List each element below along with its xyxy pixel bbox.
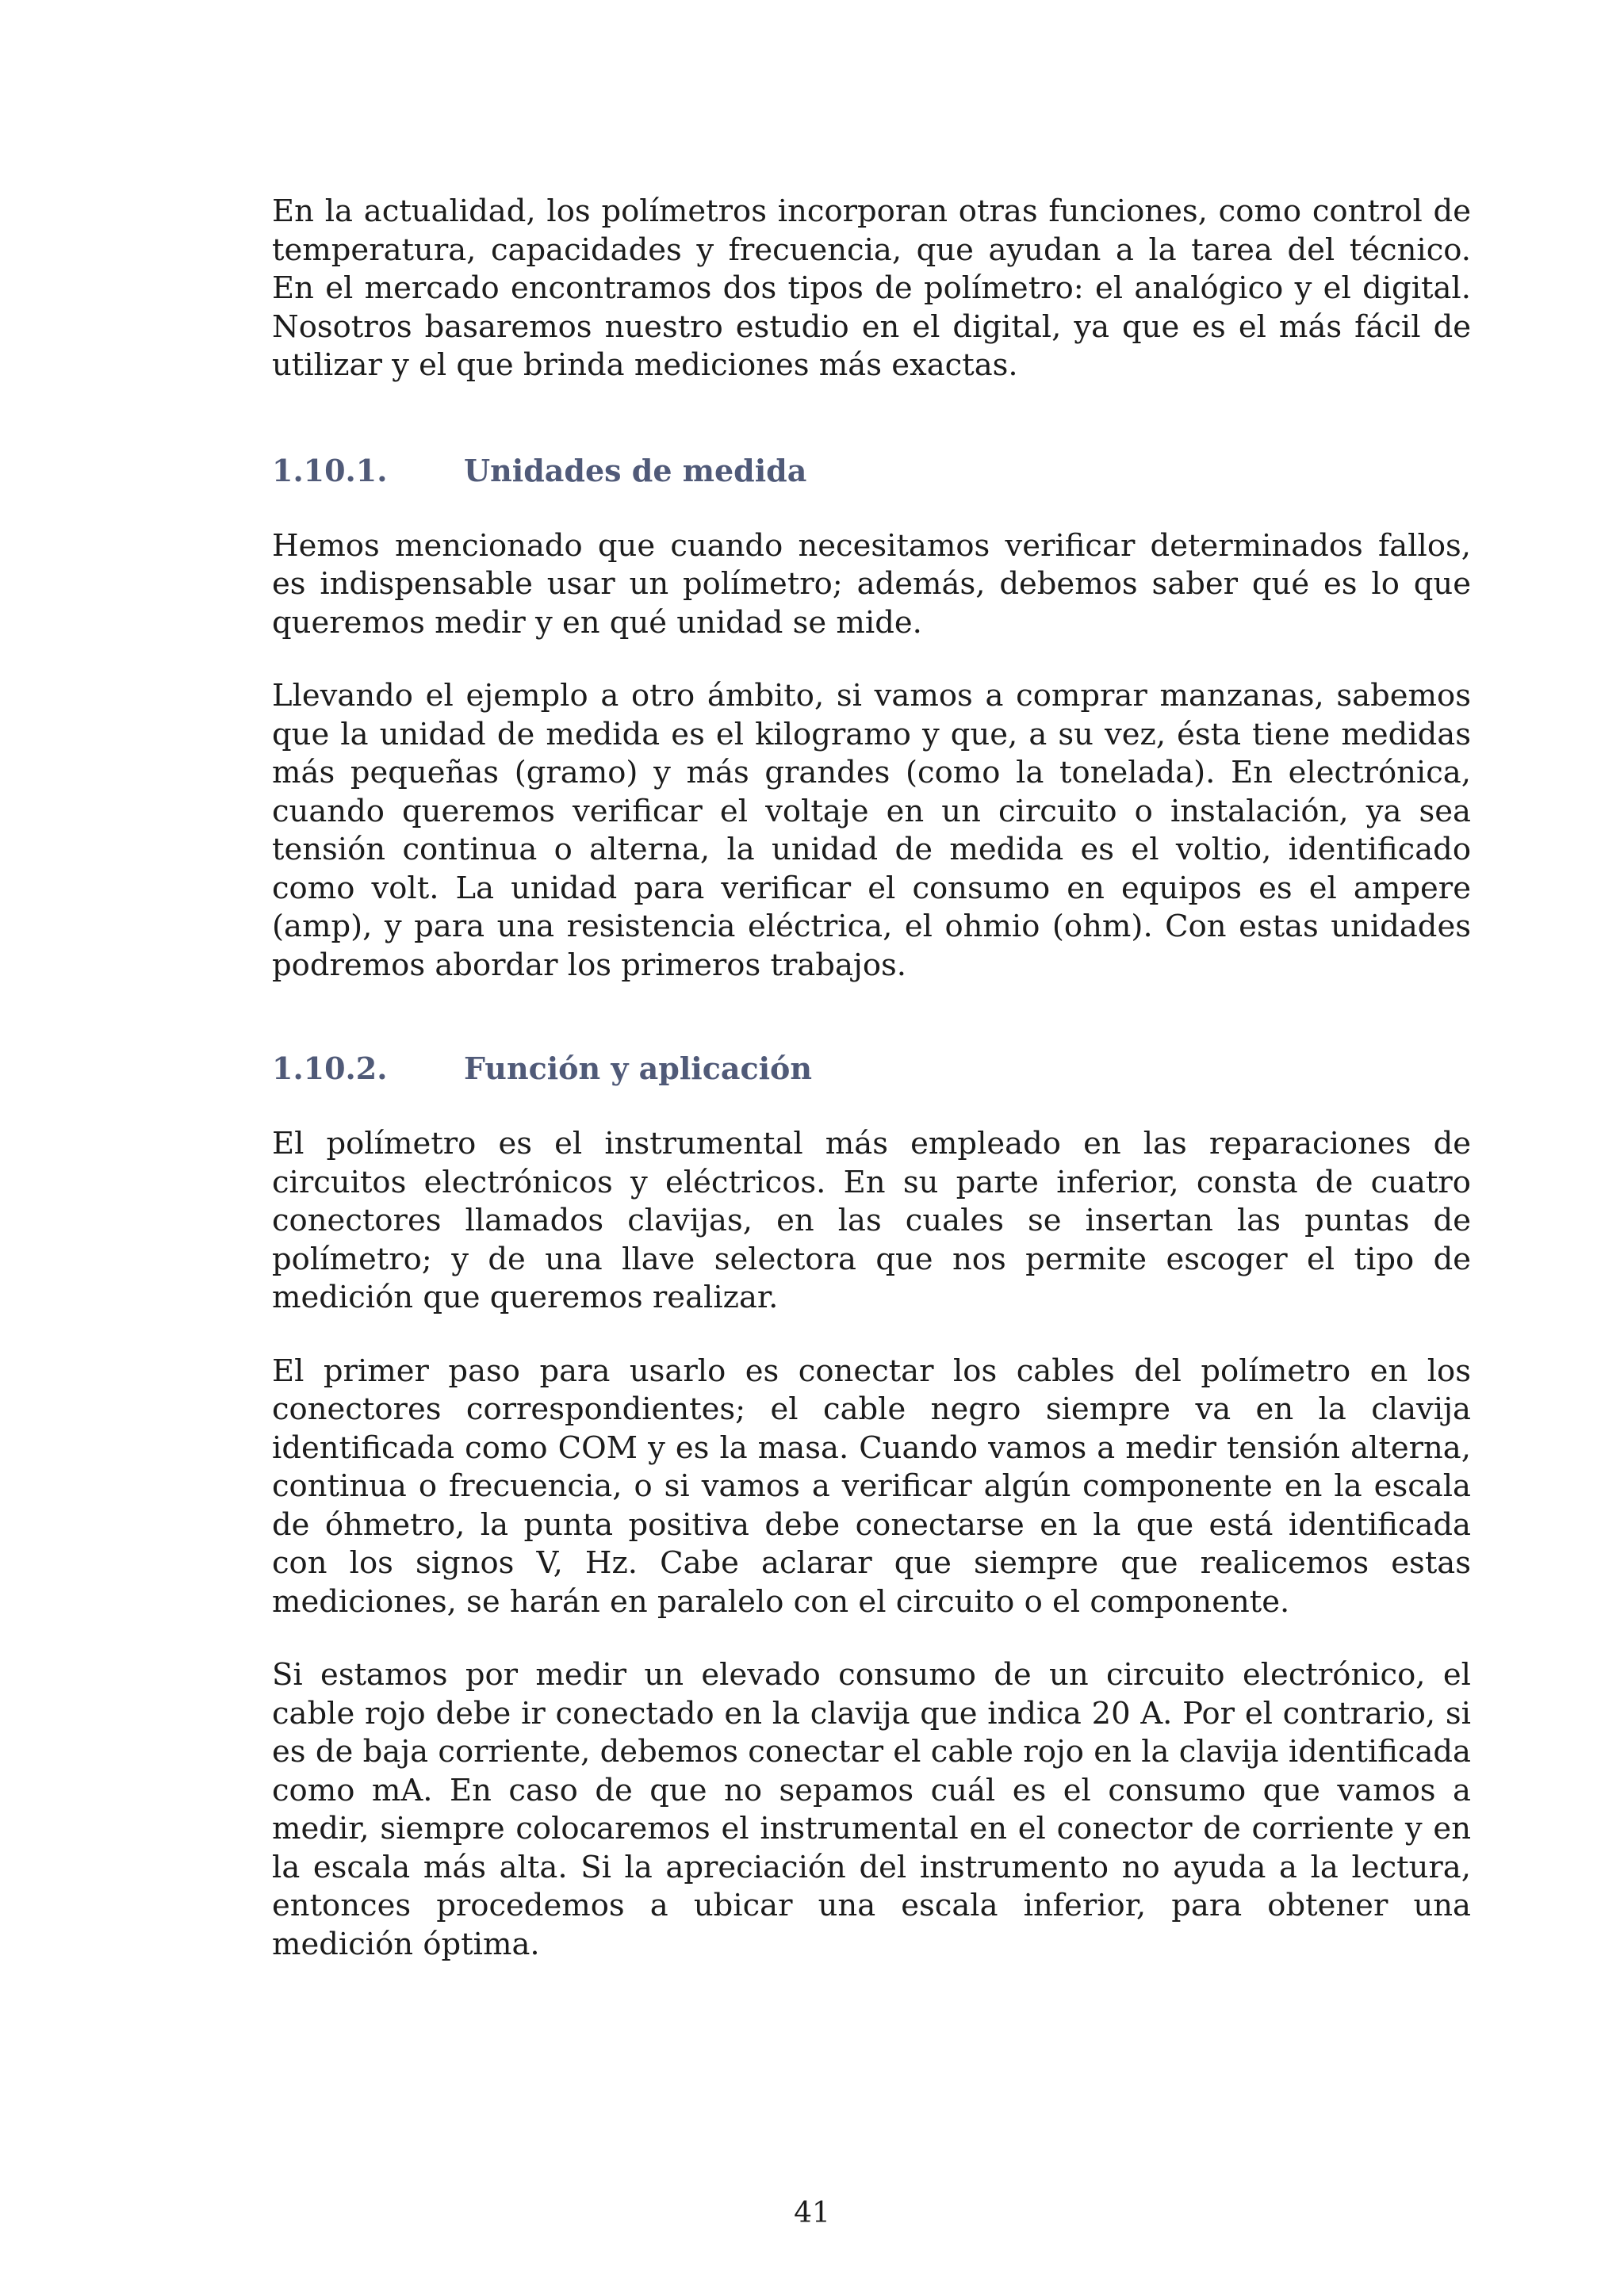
- paragraph: Llevando el ejemplo a otro ámbito, si vamos a comprar manzanas, sabemos que la unidad de medida es el kilogramo y que, a su vez, ésta tiene medidas más pequeñas (gramo) y más grandes (como la tonelada). En electrónica, cuando queremos verificar el voltaje en un circuito o instalación, ya sea tensión continua o alterna, la unidad de medida es el voltio, identificado como volt. La unidad para verificar el consumo en equipos es el ampere (amp), y para una resistencia eléctrica, el ohmio (ohm). Con estas unidades podremos abordar los primeros trabajos.: [272, 678, 1471, 983]
- section-number: 1.10.2.: [272, 1050, 388, 1086]
- section-title: Función y aplicación: [464, 1050, 813, 1086]
- paragraph: El polímetro es el instrumental más empleado en las reparaciones de circuitos electrónicos y eléctricos. En su parte inferior, consta de cuatro conectores llamados clavijas, en las cuales se insertan las puntas de polímetro; y de una llave selectora que nos permite escoger el tipo de medición que queremos realizar.: [272, 1126, 1471, 1315]
- intro-paragraph: En la actualidad, los polímetros incorporan otras funciones, como control de temperatura, capacidades y frecuencia, que ayudan a la tarea del técnico. En el mercado encontramos dos tipos de polímetro: el analógico y el digital. Nosotros basaremos nuestro estudio en el digital, ya que es el más fácil de utilizar y el que brinda mediciones más exactas.: [272, 193, 1471, 383]
- paragraph: El primer paso para usarlo es conectar los cables del polímetro en los conectores correspondientes; el cable negro siempre va en la clavija identificada como COM y es la masa. Cuando vamos a medir tensión alterna, continua o frecuencia, o si vamos a verificar algún componente en la escala de óhmetro, la punta positiva debe conectarse en la que está identificada con los signos V, Hz. Cabe aclarar que siempre que realicemos estas mediciones, se harán en paralelo con el circuito o el componente.: [272, 1353, 1471, 1620]
- section-heading-funcion: [272, 1050, 1471, 1088]
- section-number: 1.10.1.: [272, 452, 388, 488]
- section-heading-unidades: [272, 452, 1471, 490]
- page-content: [272, 193, 1471, 1964]
- section-title: Unidades de medida: [464, 452, 807, 488]
- paragraph: Si estamos por medir un elevado consumo de un circuito electrónico, el cable rojo debe ir conectado en la clavija que indica 20 A. Por el contrario, si es de baja corriente, debemos conectar el cable rojo en la clavija identificada como mA. En caso de que no sepamos cuál es el consumo que vamos a medir, siempre colocaremos el instrumental en el conector de corriente y en la escala más alta. Si la apreciación del instrumento no ayuda a la lectura, entonces procedemos a ubicar una escala inferior, para obtener una medición óptima.: [272, 1657, 1471, 1962]
- paragraph: Hemos mencionado que cuando necesitamos verificar determinados fallos, es indispensable usar un polímetro; además, debemos saber qué es lo que queremos medir y en qué unidad se mide.: [272, 527, 1471, 641]
- page-number: 41: [794, 2197, 830, 2229]
